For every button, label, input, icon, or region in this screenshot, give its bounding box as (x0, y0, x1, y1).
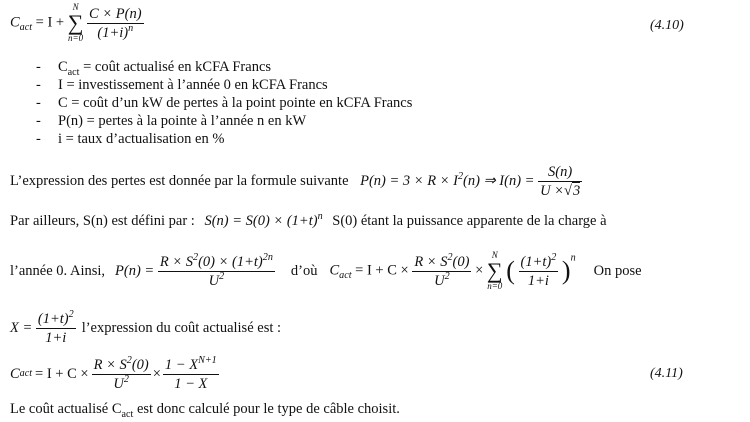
s-def-text-a: Par ailleurs, S(n) est défini par : (10, 213, 195, 229)
c-numerator (412, 253, 471, 272)
sigma-icon: ∑ (486, 258, 503, 283)
inner-num-base: (1+t) (520, 253, 552, 270)
definition-item (36, 58, 412, 76)
s-definition-paragraph (10, 212, 607, 230)
definition-symbol: C (58, 59, 68, 75)
eq411-den1-exp: 2 (123, 373, 129, 385)
equation-4-10 (10, 2, 144, 44)
c-lhs: C (329, 262, 340, 279)
equation-number-4-10: (4.10) (650, 18, 684, 33)
definition-list (36, 58, 412, 148)
c-act-symbol: C (10, 14, 20, 31)
losses-formula (360, 164, 582, 199)
dash-bullet: - (36, 59, 41, 75)
c-den-exp: 2 (444, 270, 450, 282)
right-paren-icon: ) (561, 256, 571, 285)
left-paren-icon: ( (506, 256, 515, 285)
summation (68, 2, 84, 44)
eq411-den1 (92, 375, 151, 393)
c-fraction (412, 253, 471, 290)
p-num-a: R × S (159, 253, 194, 270)
sqrt-radicand: 3 (572, 183, 581, 199)
sigma-icon: ∑ (67, 10, 84, 35)
definition-item (36, 94, 412, 112)
x-def-text: l’expression du coût actualisé est : (81, 320, 282, 336)
x-lhs: X = (10, 319, 33, 336)
current-numerator: S(n) (538, 163, 582, 182)
c-lhs-sub: act (339, 270, 352, 282)
outer-exponent: n (570, 252, 576, 264)
x-denominator: 1+i (45, 329, 67, 346)
sum-lower-limit: n=0 (487, 281, 503, 291)
sum-upper-limit: N (72, 2, 79, 12)
losses-text: L’expression des pertes est donnée par la formule suivante (10, 172, 349, 189)
losses-expr-b: (n) ⇒ I(n) = (463, 172, 535, 189)
definition-item (36, 130, 412, 148)
definition-item (36, 76, 412, 94)
dash-bullet: - (36, 77, 41, 93)
c-num-b: (0) (452, 253, 470, 270)
year0-paragraph (10, 243, 642, 299)
equals-i-plus: = I + (35, 14, 65, 31)
c-num-exp: 2 (447, 251, 453, 263)
losses-expr-a: P(n) = 3 × R × I (360, 172, 458, 189)
definition-text: = pertes à la pointe à l’année n en kW (82, 113, 307, 129)
definition-text: = investissement à l’année 0 en kCFA Francs (62, 77, 328, 93)
denominator (87, 24, 143, 42)
x-definition-paragraph (10, 305, 281, 351)
conclusion-paragraph (10, 400, 400, 418)
c-num-a: R × S (414, 253, 448, 270)
eq411-num2-exp: N+1 (198, 354, 217, 366)
definition-subscript: act (67, 66, 80, 78)
inner-numerator (519, 253, 559, 272)
times-sign: × (475, 262, 484, 279)
denominator-base: (1+i) (97, 24, 129, 41)
p-formula (115, 253, 275, 290)
p-num-b: (0) × (1+t) (198, 253, 263, 270)
p-den-exp: 2 (219, 270, 225, 282)
losses-paragraph (10, 163, 582, 200)
eq411-num2-base: 1 − X (164, 356, 199, 373)
current-denominator (538, 182, 582, 200)
eq411-equals: = I + C × (35, 365, 89, 382)
inner-num-exp: 2 (551, 251, 557, 263)
dash-bullet: - (36, 131, 41, 147)
p-fraction (158, 253, 275, 290)
c-act-formula (329, 250, 575, 292)
conclusion-text-b: est donc calculé pour le type de câble choisit. (133, 401, 400, 417)
sum-lower-limit: n=0 (68, 33, 84, 43)
p-numerator (158, 253, 275, 272)
definition-symbol: i (58, 131, 63, 147)
eq411-num1 (92, 356, 151, 375)
x-num-base: (1+t) (37, 310, 69, 327)
fraction (87, 5, 143, 42)
s-def-exponent: n (317, 211, 323, 223)
p-lhs: P(n) = (115, 262, 155, 279)
p-den-base: U (208, 272, 220, 289)
sum-upper-limit: N (491, 250, 498, 260)
definition-text: = taux d’actualisation en % (62, 131, 225, 147)
inner-fraction (519, 253, 559, 290)
definition-text: = coût d’un kW de pertes à la point pointe en kCFA Francs (67, 95, 413, 111)
eq411-num1-exp: 2 (126, 354, 132, 366)
summation (487, 250, 503, 292)
x-num-exp: 2 (68, 308, 74, 320)
current-denominator-text: U × (540, 183, 564, 199)
definition-symbol: I (58, 77, 63, 93)
inner-denominator: 1+i (527, 272, 549, 289)
eq411-den1-base: U (113, 375, 124, 392)
s-def-text-b: S(0) étant la puissance apparente de la charge à (332, 213, 607, 229)
s-def-expr: S(n) = S(0) × (1+t) (204, 213, 318, 229)
p-num-exp-b: 2n (262, 251, 273, 263)
year0-text-c: On pose (593, 263, 642, 279)
c-den-base: U (434, 272, 445, 289)
denominator-exponent: n (128, 22, 134, 34)
c-act-symbol: C (10, 365, 20, 382)
numerator: C × P(n) (89, 5, 142, 22)
dash-bullet: - (36, 113, 41, 129)
c-act-subscript: act (19, 22, 33, 34)
conclusion-text-a: Le coût actualisé C (10, 401, 122, 417)
losses-exponent: 2 (457, 171, 463, 182)
definition-symbol: C (58, 95, 68, 111)
x-fraction (36, 310, 76, 347)
p-num-exp-a: 2 (193, 251, 199, 263)
x-numerator (36, 310, 76, 329)
dash-bullet: - (36, 95, 41, 111)
eq411-num1-a: R × S (93, 356, 127, 373)
definition-symbol: P(n) (58, 113, 83, 129)
equation-number-4-11: (4.11) (650, 366, 683, 381)
eq411-den2: 1 − X (174, 375, 208, 392)
eq411-num1-b: (0) (131, 356, 149, 373)
s-def-formula (204, 213, 322, 229)
x-formula (10, 310, 76, 347)
eq411-num2 (163, 356, 219, 375)
p-denominator (158, 272, 275, 290)
conclusion-subscript: act (121, 408, 134, 420)
equation-4-11: C act = I + C × $\frac{R \times S^2(0)}{U^2}$ × $\frac{1 - X^{N+1}}{1 - X}$ (10, 354, 217, 392)
eq411-fraction-2 (163, 356, 219, 393)
year0-text-b: d’où (290, 263, 318, 279)
eq411-fraction-1 (92, 356, 151, 393)
year0-text-a: l’année 0. Ainsi, (10, 263, 106, 279)
current-fraction (538, 163, 582, 200)
c-eq: = I + C × (355, 262, 409, 279)
c-denominator (412, 272, 471, 290)
sqrt-icon: √ (563, 183, 572, 199)
times-sign: × (152, 365, 161, 382)
definition-item (36, 112, 412, 130)
definition-text: = coût actualisé en kCFA Francs (79, 59, 272, 75)
